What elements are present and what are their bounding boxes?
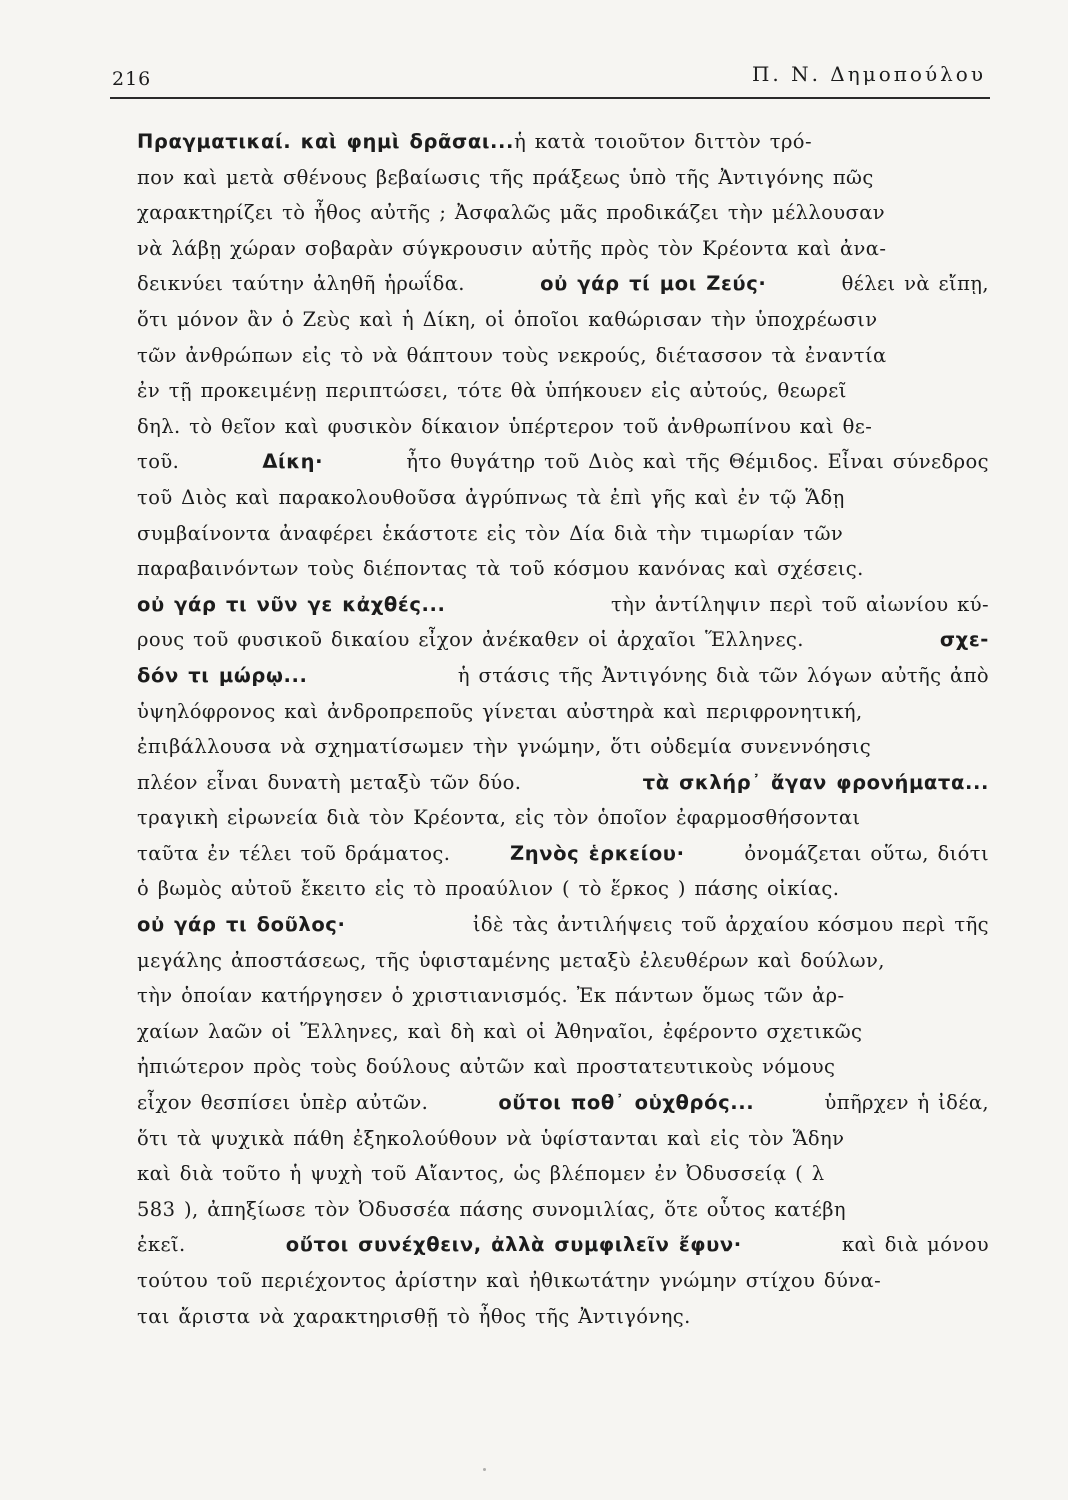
text-segment: 583 ), ἀπηξίωσε τὸν Ὀδυσσέα πάσης συνομιλίας, ὅτε οὗτος κατέβη xyxy=(137,1197,846,1221)
text-segment: ὑψηλόφρονος καὶ ἀνδροπρεποῦς γίνεται αὐστηρὰ καὶ περιφρονητική, xyxy=(137,699,863,723)
text-line xyxy=(137,486,989,522)
text-line xyxy=(137,1127,989,1163)
text-segment: ἐν τῇ προκειμένῃ περιπτώσει, τότε θὰ ὑπήκουεν εἰς αὐτούς, θεωρεῖ xyxy=(137,379,847,403)
text-segment: καὶ διὰ μόνου xyxy=(841,1233,989,1257)
text-line xyxy=(137,1269,989,1305)
text-line xyxy=(137,842,989,878)
text-line xyxy=(137,379,989,415)
lemma: σχε- xyxy=(939,628,989,652)
lemma: Δίκη· xyxy=(262,450,324,474)
text-line xyxy=(137,771,989,807)
text-segment: ὀνομάζεται οὕτω, διότι xyxy=(744,841,989,865)
text-line xyxy=(137,735,989,771)
text-line xyxy=(137,415,989,451)
text-segment: πλέον εἶναι δυνατὴ μεταξὺ τῶν δύο. xyxy=(137,770,522,794)
text-segment: ἐκεῖ. xyxy=(137,1233,186,1257)
lemma: οὐ γάρ τι νῦν γε κἀχθές... xyxy=(137,592,446,616)
text-line xyxy=(137,344,989,380)
text-line xyxy=(137,664,989,700)
text-line xyxy=(137,1055,989,1091)
text-line xyxy=(137,877,989,913)
text-line xyxy=(137,522,989,558)
text-segment: ἦτο θυγάτηρ τοῦ Διὸς καὶ τῆς Θέμιδος. Εἶναι σύνεδρος xyxy=(406,450,989,474)
text-line xyxy=(137,913,989,949)
text-segment: ἡ κατὰ τοιοῦτον διττὸν τρό- xyxy=(514,130,812,153)
text-line xyxy=(137,130,989,166)
text-line xyxy=(137,166,989,202)
text-segment: καὶ διὰ τοῦτο ἡ ψυχὴ τοῦ Αἴαντος, ὡς βλέπομεν ἐν Ὀδυσσείᾳ ( λ xyxy=(137,1162,825,1186)
text-line xyxy=(137,1305,989,1341)
text-segment: παραβαινόντων τοὺς διέποντας τὰ τοῦ κόσμου κανόνας καὶ σχέσεις. xyxy=(137,557,864,581)
text-segment: ρους τοῦ φυσικοῦ δικαίου εἶχον ἀνέκαθεν οἱ ἀρχαῖοι Ἕλληνες. xyxy=(137,628,804,652)
text-segment: θέλει νὰ εἴπῃ, xyxy=(841,272,989,296)
text-line xyxy=(137,450,989,486)
text-line xyxy=(137,308,989,344)
text-segment: εἶχον θεσπίσει ὑπὲρ αὐτῶν. xyxy=(137,1091,429,1115)
text-segment: τοῦ. xyxy=(137,450,180,474)
body-text xyxy=(137,130,989,1340)
text-line xyxy=(137,700,989,736)
page-number: 216 xyxy=(112,68,152,90)
text-segment: συμβαίνοντα ἀναφέρει ἑκάστοτε εἰς τὸν Δία διὰ τὴν τιμωρίαν τῶν xyxy=(137,521,844,545)
text-segment: τοῦ Διὸς καὶ παρακολουθοῦσα ἀγρύπνως τὰ ἐπὶ γῆς καὶ ἐν τῷ Ἅδῃ xyxy=(137,485,845,509)
text-line xyxy=(137,949,989,985)
lemma: οὐ γάρ τί μοι Ζεύς· xyxy=(540,272,767,296)
header-rule xyxy=(110,97,990,99)
text-segment: ὑπῆρχεν ἡ ἰδέα, xyxy=(824,1091,989,1115)
lemma: οὐ γάρ τι δοῦλος· xyxy=(137,913,346,937)
text-line xyxy=(137,1162,989,1198)
lemma: Πραγματικαί. καὶ φημὶ δρᾶσαι... xyxy=(137,130,515,153)
text-line xyxy=(137,1198,989,1234)
running-head: Π. Ν. Δημοπούλου xyxy=(751,62,986,86)
text-segment: τραγικὴ εἰρωνεία διὰ τὸν Κρέοντα, εἰς τὸν ὁποῖον ἐφαρμοσθήσονται xyxy=(137,806,861,830)
text-segment: ταῦτα ἐν τέλει τοῦ δράματος. xyxy=(137,841,451,865)
text-segment: ἠπιώτερον πρὸς τοὺς δούλους αὐτῶν καὶ προστατευτικοὺς νόμους xyxy=(137,1055,836,1079)
text-segment: ὁ βωμὸς αὐτοῦ ἔκειτο εἰς τὸ προαύλιον ( τὸ ἕρκος ) πάσης οἰκίας. xyxy=(137,877,840,901)
text-segment: πον καὶ μετὰ σθένους βεβαίωσις τῆς πράξεως ὑπὸ τῆς Ἀντιγόνης πῶς xyxy=(137,165,874,189)
text-segment: ὅτι τὰ ψυχικὰ πάθη ἐξηκολούθουν νὰ ὑφίστανται καὶ εἰς τὸν Ἅδην xyxy=(137,1126,845,1150)
text-segment: τὴν ἀντίληψιν περὶ τοῦ αἰωνίου κύ- xyxy=(610,592,989,616)
lemma: τὰ σκλήρ᾿ ἄγαν φρονήματα... xyxy=(642,770,989,794)
text-line xyxy=(137,1020,989,1056)
text-segment: ἐπιβάλλουσα νὰ σχηματίσωμεν τὴν γνώμην, ὅτι οὐδεμία συνεννόησις xyxy=(137,735,872,759)
text-line xyxy=(137,201,989,237)
lemma: δόν τι μώρῳ... xyxy=(137,663,308,687)
text-segment: ται ἄριστα νὰ χαρακτηρισθῇ τὸ ἦθος τῆς Ἀντιγόνης. xyxy=(137,1304,691,1328)
lemma: οὔτοι ποθ᾿ οὑχθρός... xyxy=(498,1091,755,1115)
text-segment: ὅτι μόνον ἂν ὁ Ζεὺς καὶ ἡ Δίκη, οἱ ὁποῖοι καθώρισαν τὴν ὑποχρέωσιν xyxy=(137,307,878,331)
text-line xyxy=(137,1091,989,1127)
text-line xyxy=(137,984,989,1020)
text-segment: χαρακτηρίζει τὸ ἦθος αὐτῆς ; Ἀσφαλῶς μᾶς προδικάζει τὴν μέλλουσαν xyxy=(137,201,886,225)
text-segment: νὰ λάβῃ χώραν σοβαρὰν σύγκρουσιν αὐτῆς πρὸς τὸν Κρέοντα καὶ ἀνα- xyxy=(137,236,887,260)
text-line xyxy=(137,1233,989,1269)
text-line xyxy=(137,237,989,273)
text-segment: ἡ στάσις τῆς Ἀντιγόνης διὰ τῶν λόγων αὐτῆς ἀπὸ xyxy=(457,663,989,687)
text-line xyxy=(137,628,989,664)
text-segment: δεικνύει ταύτην ἀληθῆ ἡρωΐδα. xyxy=(137,272,465,296)
text-segment: τῶν ἀνθρώπων εἰς τὸ νὰ θάπτουν τοὺς νεκρούς, διέτασσον τὰ ἐναντία xyxy=(137,343,887,367)
text-segment: ἰδὲ τὰς ἀντιλήψεις τοῦ ἀρχαίου κόσμου περὶ τῆς xyxy=(472,913,989,937)
text-segment: τὴν ὁποίαν κατήργησεν ὁ χριστιανισμός. Ἐκ πάντων ὅμως τῶν ἀρ- xyxy=(137,984,845,1008)
text-line xyxy=(137,557,989,593)
text-line xyxy=(137,593,989,629)
lemma: Ζηνὸς ἑρκείου· xyxy=(510,841,685,865)
paper-speck xyxy=(483,1468,486,1471)
text-line xyxy=(137,806,989,842)
text-segment: μεγάλης ἀποστάσεως, τῆς ὑφισταμένης μεταξὺ ἐλευθέρων καὶ δούλων, xyxy=(137,948,885,972)
text-segment: χαίων λαῶν οἱ Ἕλληνες, καὶ δὴ καὶ οἱ Ἀθηναῖοι, ἐφέροντο σχετικῶς xyxy=(137,1019,863,1043)
text-line xyxy=(137,272,989,308)
lemma: οὔτοι συνέχθειν, ἀλλὰ συμφιλεῖν ἔφυν· xyxy=(285,1233,742,1257)
text-segment: τούτου τοῦ περιέχοντος ἀρίστην καὶ ἠθικωτάτην γνώμην στίχου δύνα- xyxy=(137,1269,882,1292)
text-segment: δηλ. τὸ θεῖον καὶ φυσικὸν δίκαιον ὑπέρτερον τοῦ ἀνθρωπίνου καὶ θε- xyxy=(137,414,873,438)
